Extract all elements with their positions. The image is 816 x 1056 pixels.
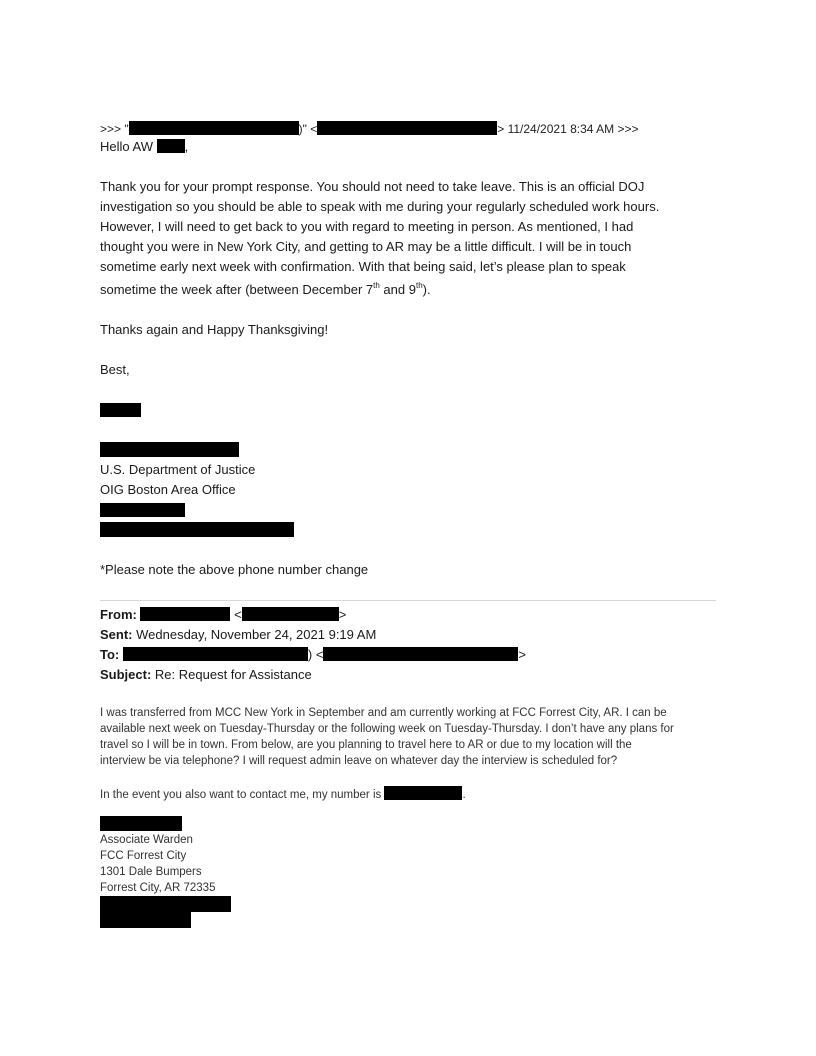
greeting-text: Hello AW (100, 139, 153, 154)
to-gt: > (518, 647, 527, 662)
redacted-to-email (323, 647, 518, 661)
reply-sig-title: Associate Warden (100, 834, 193, 846)
from-row (100, 607, 346, 622)
contact-text: In the event you also want to contact me, my number is (100, 789, 382, 801)
redacted-reply-signature-phone (100, 896, 231, 912)
body-line-2: investigation so you should be able to speak with me during your regularly scheduled work hours. (100, 199, 660, 214)
redacted-reply-signature-email (100, 912, 191, 928)
redacted-signature-title (100, 442, 239, 457)
greeting (100, 139, 188, 154)
redacted-reply-signature-name (100, 816, 182, 831)
reply-line-4: interview be via telephone? I will request admin leave on whatever day the interview is scheduled for? (100, 755, 618, 767)
reply-sig-facility: FCC Forrest City (100, 850, 187, 862)
superscript-th-1: th (373, 281, 380, 290)
redacted-to-name (123, 647, 308, 661)
body-line-3: However, I will need to get back to you with regard to meeting in person. As mentioned, I had (100, 219, 634, 234)
body-line-1: Thank you for your prompt response. You should not need to take leave. This is an official DOJ (100, 179, 645, 194)
header-mid2: > 11/24/2021 8:34 AM >>> (497, 122, 639, 136)
to-label: To: (100, 647, 120, 662)
phone-change-note: *Please note the above phone number change (100, 562, 369, 577)
redacted-signature-email (100, 522, 294, 537)
redacted-signature-phone (100, 503, 185, 517)
reply-line-1: I was transferred from MCC New York in September and am currently working at FCC Forrest City, AR. I can be (100, 707, 667, 719)
from-label: From: (100, 607, 137, 622)
contact-period: . (462, 789, 466, 801)
reply-sig-city: Forrest City, AR 72335 (100, 882, 216, 894)
redacted-sender-name (129, 121, 299, 135)
from-gt: > (338, 607, 347, 622)
thanks-line: Thanks again and Happy Thanksgiving! (100, 322, 329, 337)
reply-sig-street: 1301 Dale Bumpers (100, 866, 202, 878)
body-line-4: thought you were in New York City, and getting to AR may be a little difficult. I will be in touch (100, 239, 632, 254)
reply-line-2: available next week on Tuesday-Thursday or the following week on Tuesday-Thursday. I don’t have any plans for (100, 723, 674, 735)
redacted-signature-name (100, 403, 141, 417)
to-mid: ) < (307, 647, 324, 662)
redacted-recipient-name (157, 139, 185, 153)
last-line-a: sometime the week after (between December 7 (100, 282, 374, 297)
subject-value: Re: Request for Assistance (154, 667, 312, 682)
redacted-from-email (242, 607, 339, 621)
greeting-comma: , (184, 139, 189, 154)
message-separator (100, 600, 716, 601)
contact-line (100, 786, 466, 801)
email-header-line (100, 121, 638, 136)
sent-value: Wednesday, November 24, 2021 9:19 AM (136, 627, 377, 642)
last-line-b: and 9 (379, 282, 416, 297)
reply-line-3: travel so I will be in town. From below, are you planning to travel here to AR or due to my location will the (100, 739, 632, 751)
header-prefix: >>> " (100, 122, 129, 136)
redacted-phone-number (384, 786, 462, 800)
body-line-6 (100, 282, 431, 297)
header-mid1: )" < (298, 122, 318, 136)
subject-label: Subject: (100, 667, 152, 682)
sent-label: Sent: (100, 627, 133, 642)
subject-row (100, 667, 312, 682)
signature-dept: U.S. Department of Justice (100, 462, 256, 477)
last-line-c: ). (422, 282, 431, 297)
redacted-sender-email (317, 121, 497, 135)
to-row (100, 647, 526, 662)
body-line-5: sometime early next week with confirmation. With that being said, let’s please plan to speak (100, 259, 626, 274)
signature-office: OIG Boston Area Office (100, 482, 236, 497)
redacted-from-name (140, 607, 230, 621)
superscript-th-2: th (415, 281, 423, 290)
closing-line: Best, (100, 362, 130, 377)
sent-row (100, 627, 376, 642)
from-lt: < (234, 607, 242, 622)
